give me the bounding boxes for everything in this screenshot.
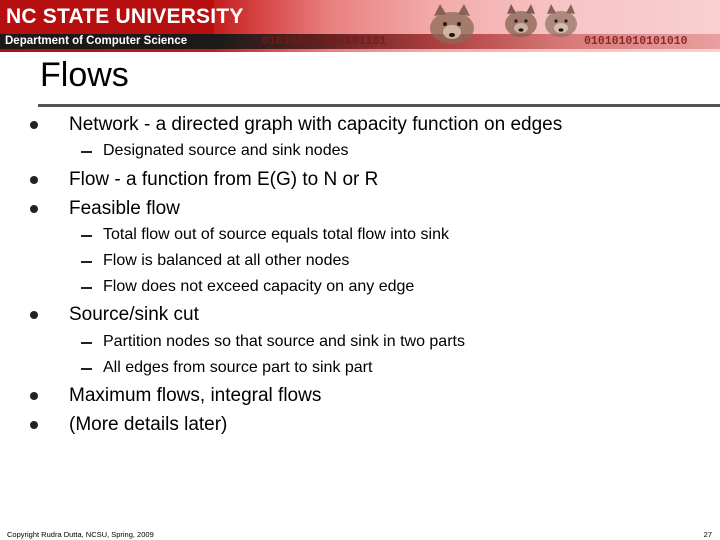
dash-icon [81,368,92,370]
page-number: 27 [703,530,712,539]
bullet-dot-icon [30,121,38,129]
header-banner [0,0,720,52]
dash-icon [81,287,92,289]
logo-text: NC STATE UNIVERSITY [6,5,244,28]
bullet-level1: Flow - a function from E(G) to N or R [69,169,379,190]
department-name: Department of Computer Science [5,35,188,47]
bullet-dot-icon [30,311,38,319]
bullet-level2: Flow is balanced at all other nodes [103,252,350,269]
bullet-level1: Network - a directed graph with capacity function on edges [69,114,563,135]
bullet-level1: Maximum flows, integral flows [69,385,322,406]
university-logo [0,0,244,34]
wolf-image [418,2,488,50]
slide-title: Flows [40,56,129,94]
dash-icon [81,235,92,237]
binary-decoration: 010100111110101101 [262,35,387,48]
copyright-footer: Copyright Rudra Dutta, NCSU, Spring, 2009 [7,530,154,539]
bullet-level1: Source/sink cut [69,304,199,325]
title-rule [38,104,720,107]
wolf-image [538,2,584,44]
bullet-level2: Designated source and sink nodes [103,142,349,159]
bullet-level1: Feasible flow [69,198,180,219]
bullet-level2: Flow does not exceed capacity on any edge [103,278,415,295]
bullet-level1: (More details later) [69,414,228,435]
dash-icon [81,342,92,344]
bullet-level2: Partition nodes so that source and sink in two parts [103,333,465,350]
binary-decoration: 010101010101010 [584,35,688,48]
bullet-dot-icon [30,205,38,213]
dash-icon [81,151,92,153]
bullet-level2: All edges from source part to sink part [103,359,373,376]
dash-icon [81,261,92,263]
bullet-dot-icon [30,392,38,400]
bullet-dot-icon [30,176,38,184]
bullet-dot-icon [30,421,38,429]
bullet-level2: Total flow out of source equals total flow into sink [103,226,449,243]
